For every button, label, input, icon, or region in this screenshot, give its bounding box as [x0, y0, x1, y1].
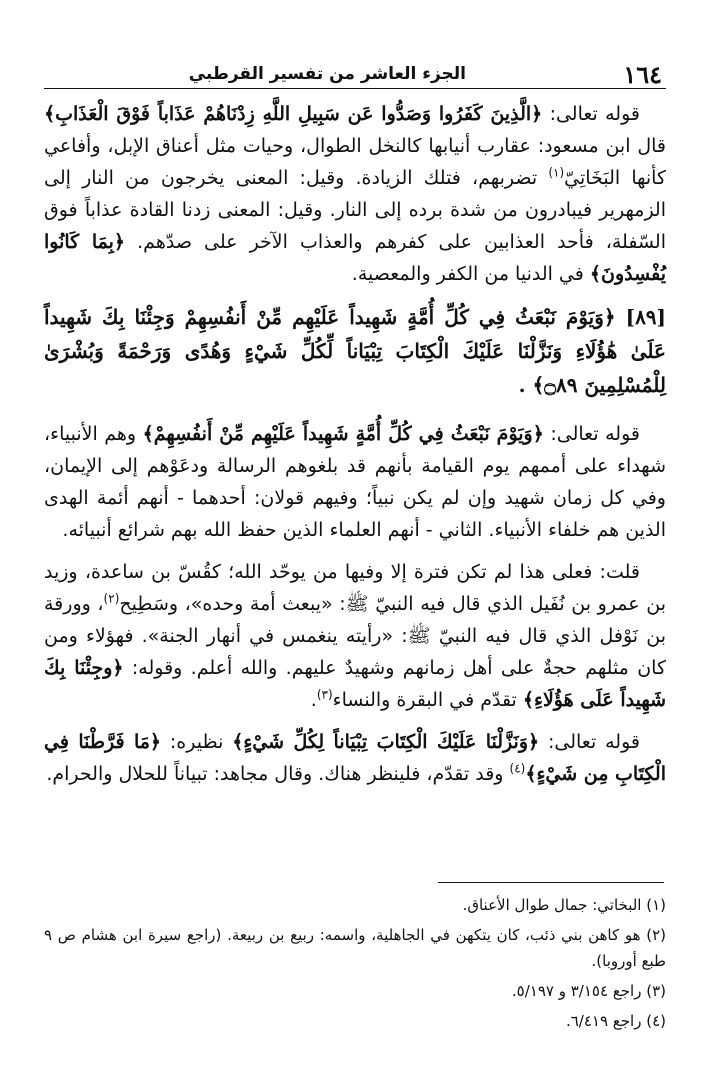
quran-verse: ﴿الَّذِينَ كَفَرُوا وَصَدُّوا عَن سَبِيلِ اللَّهِ زِدْنَاهُمْ عَذَاباً فَوْقَ الْعَذَابِ﴾ [44, 103, 543, 125]
paragraph-text: وقد تقدّم، فلينظر هناك. وقال مجاهد: تبياناً للحلال والحرام. [46, 763, 504, 785]
paragraph-4 [44, 726, 666, 790]
footnote-ref[interactable]: (٢) [103, 591, 120, 606]
paragraph-text: وهم الأنبياء، شهداء على أممهم يوم القيامة بأنهم قد بلغوهم الرسالة ودعَوْهم إلى الإيمان، وفي كل زمان شهيد وإن لم يكن نبياً؛ وفيهم قولان: أحدهما - أنهم أئمة الهدى الذين هم خلفاء الأنبياء. الثاني - أنهم العلماء الذين حفظ الله بهم شرائع أنبيائه. [44, 423, 666, 541]
paragraph-text: ، وورقة بن نَوْفل الذي قال فيه النبيّ ﷺ: «رأيته ينغمس في أنهار الجنة». فهؤلاء ومن كان مثلهم حجةٌ على أهل زمانهم وشهيدٌ عليهم. والله أعلم. وقوله: [44, 593, 666, 679]
paragraph-2 [44, 418, 666, 546]
footnote-1: (١) البخاتي: جمال طوال الأعناق. [462, 896, 666, 914]
paragraph-intro: قوله تعالى: [547, 731, 640, 753]
running-title: الجزء العاشر من تفسير القرطبي [188, 64, 466, 84]
page-header [44, 58, 666, 89]
paragraph-intro: قوله تعالى: [549, 103, 640, 125]
quran-verse: ﴿بِمَا كَانُوا يُفْسِدُونَ﴾ [44, 231, 666, 285]
paragraph-1 [44, 98, 666, 290]
footnote-4: (٤) راجع ٦/٤١٩. [565, 1012, 666, 1030]
paragraph-intro: قوله تعالى: [550, 423, 640, 445]
footnote-ref[interactable]: (١) [548, 165, 565, 180]
paragraph-end: . [310, 689, 317, 711]
paragraph-3 [44, 556, 666, 716]
paragraph-text: تقدّم في البقرة والنساء [332, 689, 517, 711]
footnote-2: (٢) هو كاهن بني ذئب، كان يتكهن في الجاهلية، واسمه: ربيع بن ربيعة. (راجع سيرة ابن هشام ص ٩ طبع أوروبا). [44, 926, 666, 970]
page-number: ١٦٤ [623, 60, 662, 89]
paragraph-text: نظيره: [169, 731, 224, 753]
verse-block-89 [44, 300, 666, 402]
paragraph-text: قلت: فعلى هذا لم تكن فترة إلا وفيها من يوحّد الله؛ كقُسّ بن ساعدة، وزيد بن عمرو بن نُفَيل الذي قال فيه النبيّ ﷺ: «يبعث أمة وحده»، وسَطِيح [44, 561, 666, 615]
paragraph-text: قال ابن مسعود: عقارب أنيابها كالنخل الطوال، وحيات مثل أعناق الإبل، وأفاعي كأنها البَخَاتِيّ [44, 135, 666, 189]
quran-verse: ﴿وَيَوْمَ نَبْعَثُ فِي كُلِّ أُمَّةٍ شَهِيداً عَلَيْهِم مِّنْ أَنفُسِهِمْ﴾ [142, 423, 544, 445]
paragraph-text: تضربهم، فتلك الزيادة. وقيل: المعنى يخرجون من النار إلى الزمهرير فيبادرون من شدة برده إلى النار. وقيل: المعنى زدنا القادة عذاباً فوق السّفلة، فأحد العذابين على كفرهم والعذاب الآخر على صدّهم. [44, 167, 666, 253]
footnote-ref[interactable]: (٤) [509, 761, 526, 776]
footnote-divider [438, 882, 664, 883]
quran-verse: ﴿وجِئْنَا بِكَ شَهِيداً عَلَى هَؤُلَاءِ﴾ [44, 657, 666, 711]
footnotes [44, 892, 666, 1038]
main-text [44, 98, 666, 800]
footnote-ref[interactable]: (٣) [316, 687, 333, 702]
quran-verse: ﴿وَيَوْمَ نَبْعَثُ فِي كُلِّ أُمَّةٍ شَهِيداً عَلَيْهِم مِّنْ أَنفُسِهِمْ وَجِئْنَا بِكَ شَهِيداً عَلَىٰ هَٰؤُلَاءِ وَنَزَّلْنَا عَلَيْكَ الْكِتَابَ تِبْيَاناً لِّكُلِّ شَيْءٍ وَهُدًى وَرَحْمَةً وَبُشْرَىٰ لِلْمُسْلِمِينَ ۝٨٩﴾ . [44, 305, 666, 397]
quran-verse: ﴿مَا فَرَّطْنَا فِي الْكِتَابِ مِن شَيْءٍ﴾ [44, 731, 666, 785]
paragraph-text: في الدنيا من الكفر والمعصية. [351, 263, 584, 285]
verse-number: [٨٩] [625, 305, 667, 329]
quran-verse: ﴿وَنَزَّلْنَا عَلَيْكَ الْكِتَابَ تِبْيَاناً لِكُلِّ شَيْءٍ﴾ [232, 731, 540, 753]
footnote-3: (٣) راجع ٣/١٥٤ و ٥/١٩٧. [511, 982, 666, 1000]
